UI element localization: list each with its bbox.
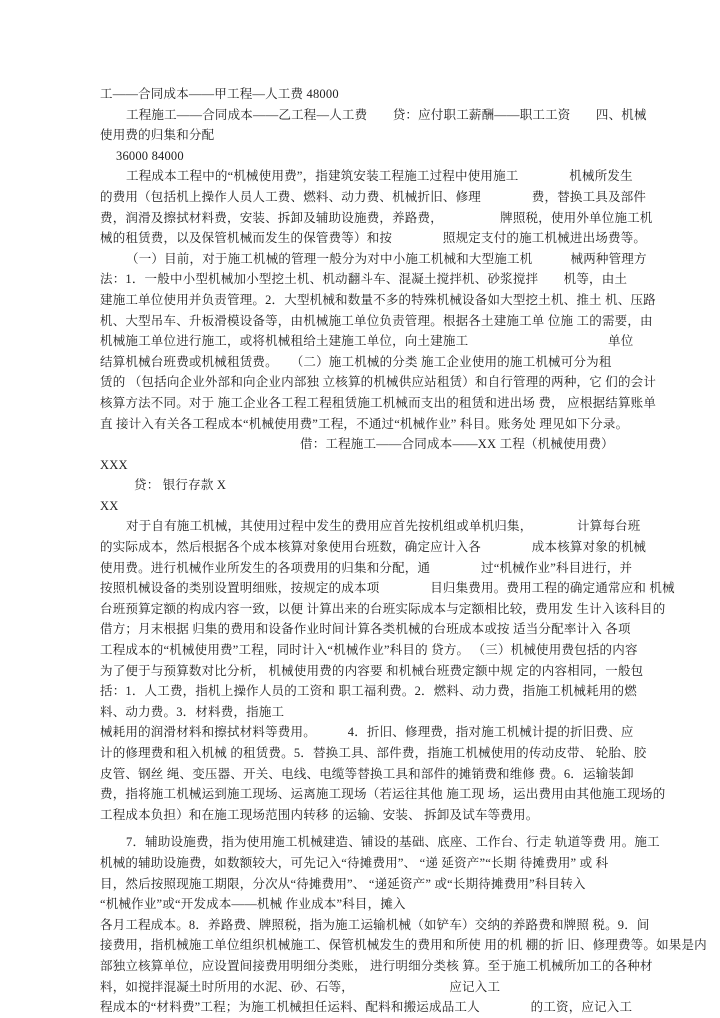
text-line: XX — [100, 498, 119, 513]
text-line: 的实际成本，然后根据各个成本核算对象使用台班数，确定应计入各 成本核算对象的机械 — [100, 540, 647, 555]
text-line: 机械施工单位进行施工，或将机械租给土建施工单位，向土建施工 单位 — [100, 334, 634, 349]
text-line: 工——合同成本——甲工程—人工费 48000 — [100, 87, 339, 101]
text-line: 按照机械设备的类别设置明细账，按规定的成本项 目归集费用。费用工程的确定通常应和 机械 — [100, 581, 675, 596]
text-line: 费，润滑及擦拭材料费，安装、拆卸及辅助设施费，养路费， 牌照税，使用外单位施工机 — [100, 210, 653, 225]
text-line: 程成本的“材料费”工程；为施工机械担任运料、配料和搬运成品工人 的工资，应记入工 — [100, 1000, 633, 1015]
text-line: 工程成本的“机械使用费”工程，同时计入“机械作业”科目的 贷方。 （三）机械使用费包括的内容 — [100, 643, 638, 658]
text-line: “机械作业”或“开发成本——机械 作业成本”科目，摊入 — [100, 897, 406, 912]
text-line: 工程成本负担）和在施工现场范围内转移 的运输、安装、 拆卸及试车等费用。 — [100, 807, 539, 822]
text-line: 括：1．人工费，指机上操作人员的工资和 职工福利费。2．燃料、动力费，指施工机械耗用的燃 — [100, 684, 637, 699]
text-line: 部独立核算单位，应设置间接费用明细分类账， 进行明细分类核 算。至于施工机械所加工的各种材 — [100, 958, 653, 973]
text-line: 结算机械台班费或机械租赁费。 （二）施工机械的分类 施工企业使用的施工机械可分为租 — [100, 354, 612, 369]
text-line: 目，然后按照现施工期限，分次从“待摊费用”、 “递延资产” 或“长期待摊费用”科目转入 — [100, 876, 586, 891]
text-line: 的费用（包括机上操作人员人工费、燃料、动力费、机械折旧、修理 费，替换工具及部件 — [100, 189, 647, 204]
text-line: 工程成本工程中的“机械使用费”，指建筑安装工程施工过程中使用施工 机械所发生 — [126, 169, 633, 184]
text-line: （一）目前，对于施工机械的管理一般分为对中小施工机械和大型施工机 械两种管理方 — [126, 251, 647, 266]
text-line: 借：工程施工——合同成本——XX 工程（机械使用费） — [300, 437, 614, 452]
text-line: 使用费。进行机械作业所发生的各项费用的归集和分配，通 过“机械作业”科目进行，并 — [100, 560, 633, 575]
text-line: 费，指将施工机械运到施工现场、运离施工现场（若运往其他 施工现 场，运出费用由其他施工现场的 — [100, 787, 666, 802]
text-line: 法：1．一般中小型机械加小型挖土机、机动翻斗车、混凝土搅拌机、砂浆搅拌 机等，由土 — [100, 272, 628, 287]
text-line: 机、大型吊车、升板滑模设备等，由机械施工单位负责管理。根据各土建施工单 位施 工的需要，由 — [100, 313, 653, 328]
text-line: 使用费的归集和分配 — [100, 128, 215, 143]
text-line: 对于自有施工机械，其使用过程中发生的费用应首先按机组或单机归集， 计算每台班 — [126, 519, 641, 534]
text-line: 建施工单位使用并负责管理。2．大型机械和数量不多的特殊机械设备如大型挖土机、推土 机、压路 — [100, 292, 656, 307]
text-line: 7．辅助设施费，指为使用施工机械建造、铺设的基础、底座、工作台、行走 轨道等费 用。施工 — [126, 835, 660, 850]
text-line: 料、动力费。3．材料费，指施工 — [100, 704, 285, 719]
text-line: 借方；月末根据 归集的费用和设备作业时间计算各类机械的台班成本或按 适当分配率计入 各项 — [100, 622, 631, 637]
text-line: 赁的 （包括向企业外部和向企业内部独 立核算的机械供应站租赁）和自行管理的两种，它 们的会计 — [100, 375, 657, 390]
text-body — [100, 84, 707, 1018]
text-line: 械耗用的润滑材料和擦拭材料等费用。 4．折旧、修理费，指对施工机械计提的折旧费、应 — [100, 725, 634, 740]
text-line: 皮管、钢丝 绳、变压器、开关、电线、电缆等替换工具和部件的摊销费和维修 费。6．运输装卸 — [100, 766, 634, 781]
text-line: 计的修理费和租入机械 的租赁费。5．替换工具、部件费，指施工机械使用的传动皮带、 轮胎、胶 — [100, 746, 647, 760]
text-line: XXX — [100, 457, 128, 472]
text-line: 36000 84000 — [116, 148, 184, 163]
text-line: 械的租赁费，以及保管机械而发生的保管费等）和按 照规定支付的施工机械进出场费等。 — [100, 231, 647, 246]
text-line: 直 接计入有关各工程成本“机械使用费”工程，不通过“机械作业” 科目。账务处 理见如下分录。 — [100, 416, 629, 431]
text-line: 机械的辅助设施费，如数额较大，可先记入“待摊费用”、 “递 延资产”“长期 待摊费用” 或 科 — [100, 855, 609, 870]
text-line: 工程施工——合同成本——乙工程—人工费 贷：应付职工薪酬——职工工资 四、机械 — [126, 107, 647, 122]
text-line: 核算方法不同。对于 施工企业各工程工程租赁施工机械而支出的租赁和进出场 费， 应根据结算账单 — [100, 395, 657, 410]
text-line: 接费用，指机械施工单位组织机械施工、保管机械发生的费用和所使 用的机 棚的折 旧、修理费等。如果是内 — [100, 938, 707, 953]
text-line: 贷： 银行存款 X — [134, 478, 227, 493]
text-line: 各月工程成本。8．养路费、牌照税，指为施工运输机械（如铲车）交纳的养路费和牌照 税。9．间 — [100, 917, 650, 932]
text-line: 台班预算定额的构成内容一致，以便 计算出来的台班实际成本与定额相比较，费用发 生计入该科目的 — [100, 601, 666, 616]
text-line: 为了便于与预算数对比分析， 机械使用费的内容要 和机械台班费定额中规 定的内容相同，一般包 — [100, 663, 644, 678]
text-line: 料，如搅拌混凝土时所用的水泥、砂、石等， 应记入工 — [100, 979, 501, 994]
